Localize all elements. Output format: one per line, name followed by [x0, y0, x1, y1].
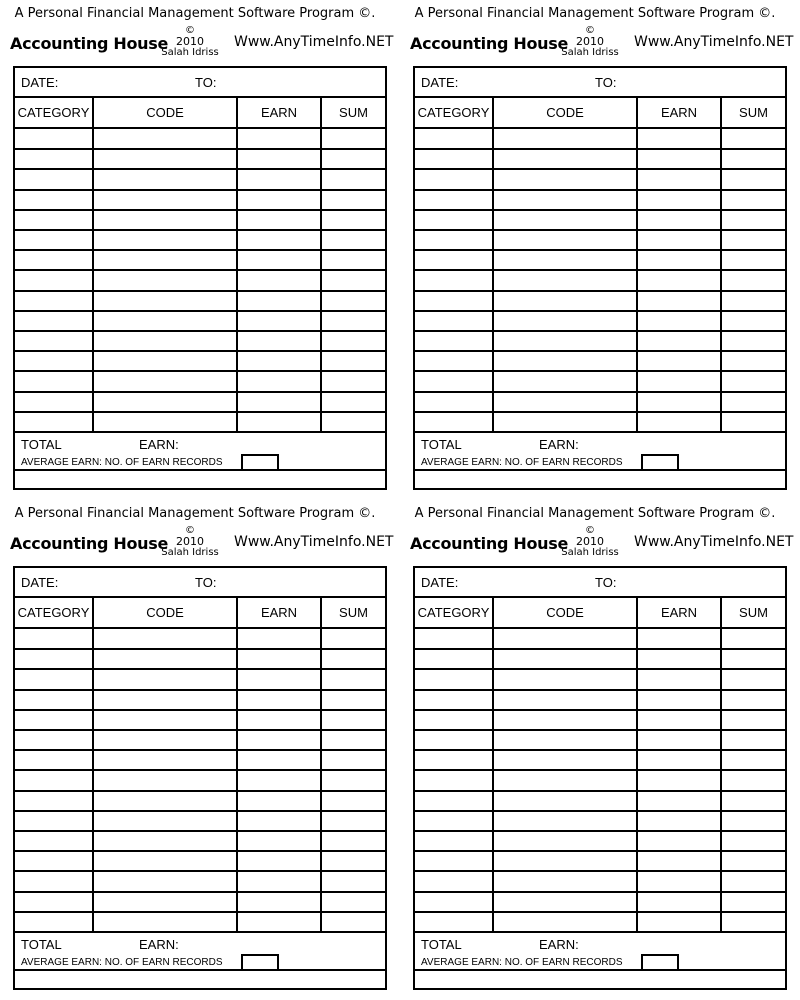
earn-total-label: EARN:: [539, 437, 579, 452]
table-row[interactable]: [415, 770, 785, 788]
total-label: TOTAL: [421, 937, 462, 952]
accounting-sheet-bottom-left: [0, 500, 394, 1000]
column-header-category: CATEGORY: [17, 105, 90, 120]
ledger-form: [413, 66, 787, 490]
accounting-sheet-bottom-right: [400, 500, 794, 1000]
column-header-code: CODE: [546, 105, 584, 120]
column-header-sum: SUM: [339, 105, 368, 120]
total-row: [415, 931, 785, 971]
column-header-sum: SUM: [739, 605, 768, 620]
record-count-box[interactable]: [241, 454, 279, 471]
column-header-row: [15, 98, 385, 129]
copyright-year: 2010: [176, 535, 204, 548]
accounting-sheet-top-left: [0, 0, 394, 500]
table-row[interactable]: [15, 392, 385, 410]
date-label: DATE:: [421, 75, 459, 90]
column-divider: [636, 598, 638, 931]
record-count-box[interactable]: [641, 454, 679, 471]
table-row[interactable]: [15, 129, 385, 147]
ledger-form: [413, 566, 787, 990]
table-row[interactable]: [415, 629, 785, 647]
table-row[interactable]: [415, 149, 785, 167]
column-header-code: CODE: [546, 605, 584, 620]
table-row[interactable]: [415, 851, 785, 869]
table-row[interactable]: [415, 129, 785, 147]
table-row[interactable]: [415, 750, 785, 768]
column-header-earn: EARN: [260, 605, 298, 620]
table-row[interactable]: [15, 851, 385, 869]
table-row[interactable]: [415, 291, 785, 309]
average-earn-label: AVERAGE EARN: NO. OF EARN RECORDS: [421, 457, 623, 468]
table-row[interactable]: [415, 210, 785, 228]
website-label: Www.AnyTimeInfo.NET: [634, 34, 794, 50]
table-row[interactable]: [15, 149, 385, 167]
to-label: TO:: [595, 575, 617, 590]
average-earn-label: AVERAGE EARN: NO. OF EARN RECORDS: [21, 457, 223, 468]
table-row[interactable]: [15, 649, 385, 667]
brand-title: Accounting House: [410, 534, 569, 553]
column-divider: [720, 98, 722, 431]
table-row[interactable]: [415, 912, 785, 930]
tagline: A Personal Financial Management Software Program ©.: [14, 6, 376, 21]
date-row: [15, 68, 385, 98]
table-row[interactable]: [415, 710, 785, 728]
column-divider: [320, 98, 322, 431]
table-row[interactable]: [15, 412, 385, 430]
table-row[interactable]: [15, 871, 385, 889]
date-row: [15, 568, 385, 598]
average-earn-label: AVERAGE EARN: NO. OF EARN RECORDS: [421, 957, 623, 968]
earn-total-label: EARN:: [139, 437, 179, 452]
to-label: TO:: [595, 75, 617, 90]
table-row[interactable]: [415, 351, 785, 369]
brand-title: Accounting House: [410, 34, 569, 53]
ledger-form: [13, 566, 387, 990]
earn-total-label: EARN:: [139, 937, 179, 952]
table-row[interactable]: [415, 791, 785, 809]
column-divider: [236, 598, 238, 931]
table-row[interactable]: [415, 270, 785, 288]
table-row[interactable]: [15, 331, 385, 349]
earn-total-label: EARN:: [539, 937, 579, 952]
column-header-earn: EARN: [260, 105, 298, 120]
total-row: [415, 431, 785, 471]
author-name: Salah Idriss: [161, 547, 219, 558]
column-header-category: CATEGORY: [417, 105, 490, 120]
column-divider: [320, 598, 322, 931]
column-header-earn: EARN: [660, 605, 698, 620]
column-header-sum: SUM: [339, 605, 368, 620]
record-count-box[interactable]: [641, 954, 679, 971]
table-row[interactable]: [15, 690, 385, 708]
copyright-block: [560, 25, 620, 58]
to-label: TO:: [195, 575, 217, 590]
table-row[interactable]: [415, 871, 785, 889]
table-row[interactable]: [15, 831, 385, 849]
column-header-sum: SUM: [739, 105, 768, 120]
table-row[interactable]: [415, 892, 785, 910]
table-row[interactable]: [415, 331, 785, 349]
column-divider: [92, 98, 94, 431]
date-row: [415, 68, 785, 98]
table-row[interactable]: [415, 250, 785, 268]
table-row[interactable]: [415, 831, 785, 849]
table-row[interactable]: [15, 750, 385, 768]
column-header-earn: EARN: [660, 105, 698, 120]
copyright-year: 2010: [176, 35, 204, 48]
table-row[interactable]: [415, 690, 785, 708]
copyright-year: 2010: [576, 35, 604, 48]
table-row[interactable]: [15, 210, 385, 228]
tagline: A Personal Financial Management Software Program ©.: [14, 506, 376, 521]
accounting-sheet-top-right: [400, 0, 794, 500]
table-row[interactable]: [415, 311, 785, 329]
date-label: DATE:: [21, 575, 59, 590]
column-divider: [720, 598, 722, 931]
column-header-category: CATEGORY: [417, 605, 490, 620]
column-header-code: CODE: [146, 105, 184, 120]
table-row[interactable]: [15, 270, 385, 288]
table-row[interactable]: [15, 770, 385, 788]
table-row[interactable]: [15, 230, 385, 248]
column-header-category: CATEGORY: [17, 605, 90, 620]
author-name: Salah Idriss: [561, 47, 619, 58]
copyright-year: 2010: [576, 535, 604, 548]
table-row[interactable]: [15, 791, 385, 809]
table-row[interactable]: [415, 412, 785, 430]
table-row[interactable]: [15, 250, 385, 268]
to-label: TO:: [195, 75, 217, 90]
table-row[interactable]: [15, 629, 385, 647]
author-name: Salah Idriss: [161, 47, 219, 58]
author-name: Salah Idriss: [561, 547, 619, 558]
total-label: TOTAL: [421, 437, 462, 452]
total-label: TOTAL: [21, 437, 62, 452]
website-label: Www.AnyTimeInfo.NET: [234, 534, 394, 550]
table-row[interactable]: [415, 371, 785, 389]
record-count-box[interactable]: [241, 954, 279, 971]
copyright-symbol: ©: [585, 525, 595, 536]
table-row[interactable]: [15, 311, 385, 329]
table-row[interactable]: [415, 669, 785, 687]
column-header-row: [15, 598, 385, 629]
table-row[interactable]: [415, 392, 785, 410]
date-label: DATE:: [421, 575, 459, 590]
column-header-row: [415, 598, 785, 629]
table-row[interactable]: [15, 710, 385, 728]
table-row[interactable]: [415, 811, 785, 829]
copyright-symbol: ©: [185, 25, 195, 36]
table-row[interactable]: [415, 169, 785, 187]
total-row: [15, 431, 385, 471]
table-row[interactable]: [415, 190, 785, 208]
average-earn-label: AVERAGE EARN: NO. OF EARN RECORDS: [21, 957, 223, 968]
column-divider: [236, 98, 238, 431]
table-row[interactable]: [15, 291, 385, 309]
total-label: TOTAL: [21, 937, 62, 952]
tagline: A Personal Financial Management Software Program ©.: [414, 506, 776, 521]
copyright-block: [160, 25, 220, 58]
table-row[interactable]: [415, 649, 785, 667]
table-row[interactable]: [415, 230, 785, 248]
table-row[interactable]: [15, 912, 385, 930]
column-divider: [492, 598, 494, 931]
table-row[interactable]: [415, 730, 785, 748]
total-row: [15, 931, 385, 971]
column-header-row: [415, 98, 785, 129]
date-row: [415, 568, 785, 598]
table-row[interactable]: [15, 730, 385, 748]
column-header-code: CODE: [146, 605, 184, 620]
table-row[interactable]: [15, 169, 385, 187]
copyright-block: [560, 525, 620, 558]
table-row[interactable]: [15, 190, 385, 208]
tagline: A Personal Financial Management Software Program ©.: [414, 6, 776, 21]
website-label: Www.AnyTimeInfo.NET: [234, 34, 394, 50]
date-label: DATE:: [21, 75, 59, 90]
brand-title: Accounting House: [10, 34, 169, 53]
table-row[interactable]: [15, 669, 385, 687]
copyright-symbol: ©: [185, 525, 195, 536]
website-label: Www.AnyTimeInfo.NET: [634, 534, 794, 550]
brand-title: Accounting House: [10, 534, 169, 553]
column-divider: [636, 98, 638, 431]
table-row[interactable]: [15, 892, 385, 910]
column-divider: [492, 98, 494, 431]
table-row[interactable]: [15, 351, 385, 369]
ledger-form: [13, 66, 387, 490]
copyright-symbol: ©: [585, 25, 595, 36]
copyright-block: [160, 525, 220, 558]
table-row[interactable]: [15, 371, 385, 389]
table-row[interactable]: [15, 811, 385, 829]
column-divider: [92, 598, 94, 931]
